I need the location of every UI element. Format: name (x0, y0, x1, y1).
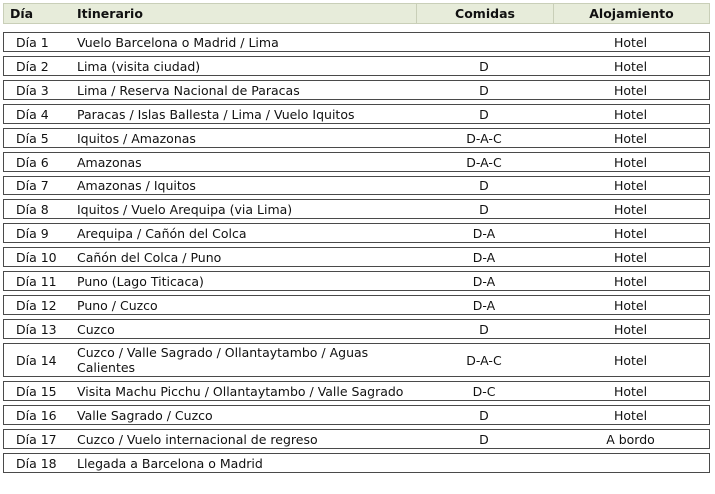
row-dia: Día 1 (16, 34, 49, 50)
row-alojamiento: Hotel (613, 201, 648, 217)
row-comidas: D (479, 321, 489, 337)
row-itinerario: Llegada a Barcelona o Madrid (77, 455, 263, 471)
row-comidas: D-A (472, 249, 496, 265)
table-row (3, 223, 710, 243)
row-alojamiento: Hotel (613, 225, 648, 241)
row-comidas: D (479, 407, 489, 423)
row-dia: Día 5 (16, 130, 49, 146)
table-row (3, 247, 710, 267)
row-comidas: D (479, 106, 489, 122)
row-alojamiento: Hotel (613, 130, 648, 146)
row-dia: Día 18 (16, 455, 57, 471)
row-comidas: D (479, 431, 489, 447)
row-alojamiento: Hotel (613, 297, 648, 313)
row-comidas: D-C (472, 383, 496, 399)
row-comidas: D (479, 82, 489, 98)
header-comidas: Comidas (416, 4, 553, 23)
row-dia: Día 13 (16, 321, 57, 337)
row-dia: Día 3 (16, 82, 49, 98)
row-alojamiento: Hotel (613, 352, 648, 368)
row-comidas: D-A (472, 297, 496, 313)
row-itinerario: Puno / Cuzco (77, 297, 158, 313)
row-itinerario: Iquitos / Vuelo Arequipa (via Lima) (77, 201, 293, 217)
row-itinerario: Amazonas / Iquitos (77, 178, 196, 193)
row-dia: Día 6 (16, 154, 49, 170)
row-itinerario: Cuzco / Valle Sagrado / Ollantaytambo / Aguas Calientes (77, 345, 369, 375)
row-alojamiento: Hotel (613, 249, 648, 265)
row-dia: Día 15 (16, 383, 57, 399)
row-comidas: D-A (472, 273, 496, 289)
table-row (3, 104, 710, 124)
row-itinerario: Valle Sagrado / Cuzco (77, 407, 213, 423)
row-itinerario: Cuzco (77, 321, 115, 337)
row-itinerario: Arequipa / Cañón del Colca (77, 225, 247, 241)
row-dia: Día 7 (16, 178, 49, 193)
table-row (3, 429, 710, 449)
row-alojamiento: Hotel (613, 106, 648, 122)
row-alojamiento: Hotel (613, 321, 648, 337)
row-itinerario: Lima / Reserva Nacional de Paracas (77, 82, 300, 98)
row-comidas: D (479, 201, 489, 217)
header-alojamiento: Alojamiento (553, 4, 709, 23)
row-comidas: D-A-C (466, 130, 502, 146)
row-dia: Día 4 (16, 106, 49, 122)
row-itinerario: Iquitos / Amazonas (77, 130, 196, 146)
table-row (3, 32, 710, 52)
table-row (3, 319, 710, 339)
row-itinerario: Puno (Lago Titicaca) (77, 273, 204, 289)
table-row (3, 295, 710, 315)
row-dia: Día 2 (16, 58, 49, 74)
row-itinerario: Amazonas (77, 154, 142, 170)
table-row (3, 199, 710, 219)
row-comidas: D-A-C (466, 154, 502, 170)
table-row (3, 453, 710, 473)
row-itinerario: Vuelo Barcelona o Madrid / Lima (77, 34, 279, 50)
row-itinerario: Cañón del Colca / Puno (77, 249, 222, 265)
table-header (3, 3, 710, 24)
table-body (3, 32, 710, 473)
table-row (3, 56, 710, 76)
row-alojamiento: Hotel (613, 154, 648, 170)
table-row (3, 176, 710, 195)
row-alojamiento: Hotel (613, 407, 648, 423)
row-alojamiento: Hotel (613, 34, 648, 50)
row-comidas: D (479, 178, 489, 193)
table-row (3, 271, 710, 291)
row-comidas: D-A (472, 225, 496, 241)
row-dia: Día 8 (16, 201, 49, 217)
row-dia: Día 16 (16, 407, 57, 423)
row-itinerario: Lima (visita ciudad) (77, 58, 201, 74)
row-dia: Día 10 (16, 249, 57, 265)
header-dia: Día (10, 6, 34, 21)
row-dia: Día 9 (16, 225, 49, 241)
row-itinerario: Paracas / Islas Ballesta / Lima / Vuelo Iquitos (77, 106, 355, 122)
table-row (3, 80, 710, 100)
row-itinerario: Visita Machu Picchu / Ollantaytambo / Valle Sagrado (77, 383, 404, 399)
table-row (3, 405, 710, 425)
row-alojamiento: Hotel (613, 178, 648, 193)
row-comidas: D-A-C (466, 352, 502, 368)
row-alojamiento: Hotel (613, 383, 648, 399)
table-row (3, 128, 710, 148)
row-comidas: D (479, 58, 489, 74)
row-dia: Día 12 (16, 297, 57, 313)
row-alojamiento: Hotel (613, 273, 648, 289)
table-row (3, 343, 710, 377)
header-itinerario: Itinerario (77, 6, 143, 21)
row-dia: Día 17 (16, 431, 57, 447)
itinerary-table (3, 3, 710, 473)
row-dia: Día 11 (16, 273, 57, 289)
table-row (3, 381, 710, 401)
row-alojamiento: A bordo (606, 431, 655, 447)
row-alojamiento: Hotel (613, 58, 648, 74)
table-row (3, 152, 710, 172)
row-dia: Día 14 (16, 352, 57, 368)
row-alojamiento: Hotel (613, 82, 648, 98)
row-itinerario: Cuzco / Vuelo internacional de regreso (77, 431, 318, 447)
